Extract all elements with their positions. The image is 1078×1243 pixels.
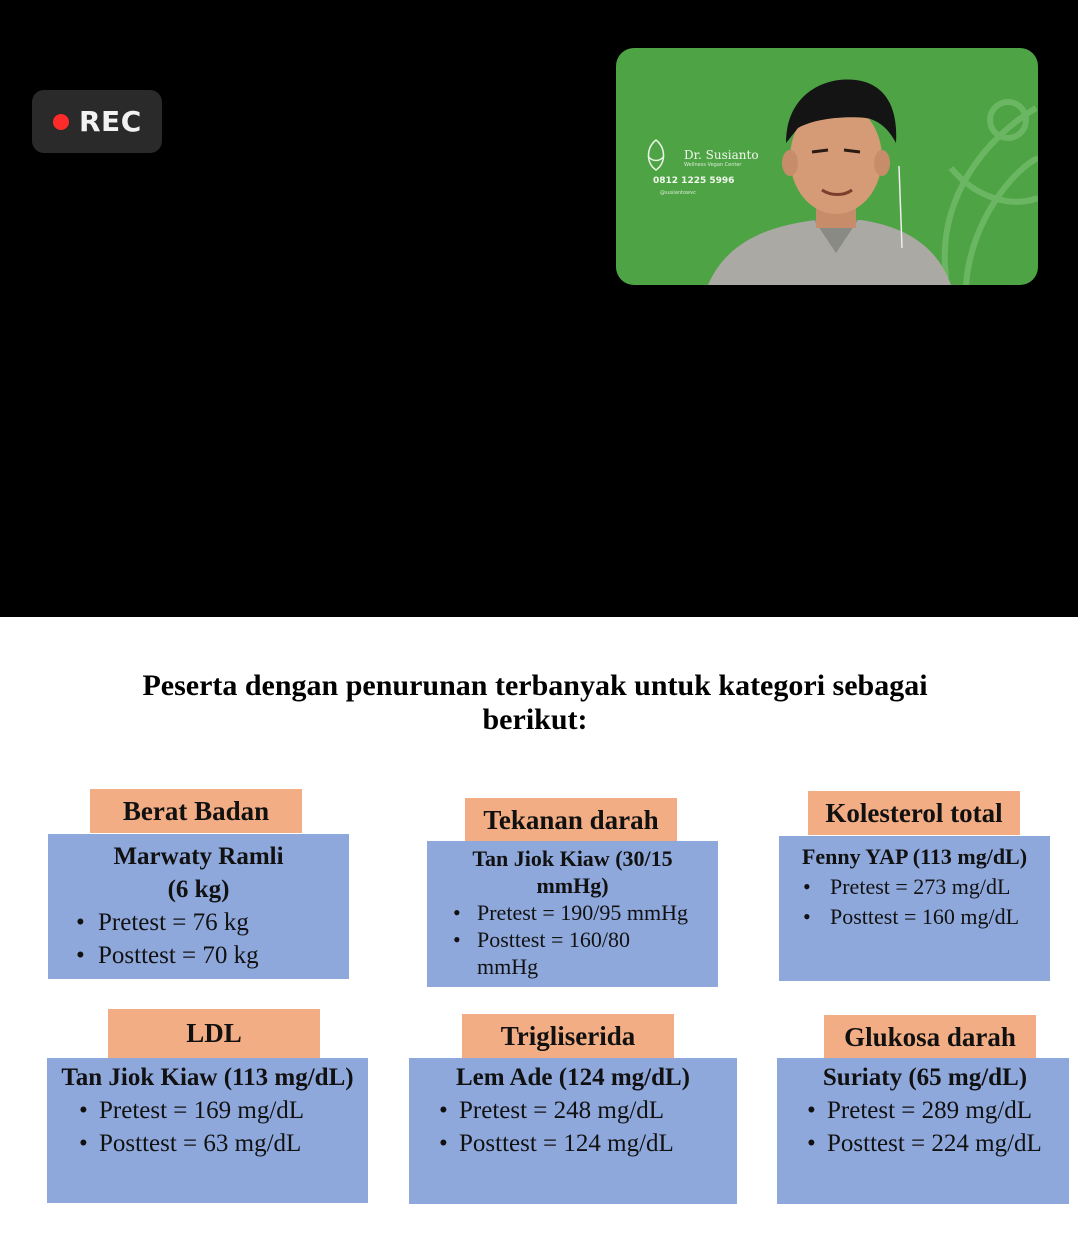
brand-handle: @susiantowvc [660, 190, 696, 196]
record-dot-icon [53, 114, 69, 130]
list-item: • Pretest = 190/95 mmHg [453, 900, 689, 925]
recording-indicator[interactable] [32, 90, 162, 153]
category-card-tekanan-darah [427, 841, 718, 987]
list-item: • Posttest = 124 mg/dL [439, 1130, 674, 1157]
brand-logo [678, 148, 759, 168]
posttest-value: Posttest = 124 mg/dL [459, 1130, 674, 1157]
posttest-value-continued: mmHg [477, 954, 539, 979]
result-list [453, 899, 710, 980]
shared-slide [0, 617, 1078, 1243]
list-item: • Pretest = 76 kg [76, 909, 249, 936]
list-item: • Posttest = 160/80 mmHg [453, 927, 630, 979]
category-tag-ldl: LDL [108, 1009, 320, 1058]
list-item: • Posttest = 224 mg/dL [807, 1130, 1042, 1157]
list-item: • Pretest = 289 mg/dL [807, 1097, 1033, 1124]
participant-name-line-1: Marwaty Ramli [113, 843, 284, 870]
category-card-ldl [47, 1058, 368, 1203]
list-item: • Posttest = 70 kg [76, 942, 259, 969]
category-card-glukosa-darah [777, 1058, 1069, 1204]
result-list [807, 1094, 1065, 1160]
result-list [803, 872, 1044, 932]
category-tag-kolesterol-total: Kolesterol total [808, 791, 1020, 835]
slide-title-line-2: berikut: [482, 703, 588, 736]
category-tag-glukosa-darah: Glukosa darah [824, 1015, 1036, 1059]
participant-name-line-1: Tan Jiok Kiaw (30/15 [472, 846, 673, 871]
pretest-value: Pretest = 76 kg [98, 909, 249, 936]
category-tag-trigliserida: Trigliserida [462, 1014, 674, 1058]
category-card-kolesterol-total [779, 836, 1050, 981]
slide-title-line-1: Peserta dengan penurunan terbanyak untuk kategori sebagai [142, 669, 928, 702]
category-card-trigliserida [409, 1058, 737, 1204]
brand-subtitle: Wellness Vegan Center [684, 162, 742, 168]
participant-name-line-2: mmHg) [536, 873, 609, 898]
posttest-value: Posttest = 224 mg/dL [827, 1130, 1042, 1157]
list-item: • Posttest = 160 mg/dL [803, 904, 1020, 929]
posttest-value: Posttest = 160 mg/dL [830, 904, 1020, 929]
category-tag-tekanan-darah: Tekanan darah [465, 798, 677, 842]
result-list [79, 1094, 360, 1160]
posttest-value: Posttest = 160/80 [477, 927, 630, 952]
posttest-value: Posttest = 70 kg [98, 942, 259, 969]
pretest-value: Pretest = 273 mg/dL [830, 874, 1011, 899]
list-item: • Posttest = 63 mg/dL [79, 1130, 302, 1157]
brand-name: Dr. Susianto [684, 148, 759, 162]
participant-video-tile[interactable] [616, 48, 1038, 285]
brand-phone: 0812 1225 5996 [653, 176, 735, 186]
category-card-berat-badan [48, 834, 349, 979]
posttest-value: Posttest = 63 mg/dL [99, 1130, 302, 1157]
list-item: • Pretest = 273 mg/dL [803, 874, 1011, 899]
slide-title [0, 669, 1070, 737]
category-tag-berat-badan: Berat Badan [90, 789, 302, 833]
participant-name: Fenny YAP (113 mg/dL) [801, 844, 1028, 869]
recording-label: REC [79, 105, 142, 138]
pretest-value: Pretest = 169 mg/dL [99, 1097, 305, 1124]
result-list [76, 906, 339, 972]
list-item: • Pretest = 248 mg/dL [439, 1097, 665, 1124]
participant-name: Tan Jiok Kiaw (113 mg/dL) [61, 1064, 354, 1091]
participant-name: Lem Ade (124 mg/dL) [455, 1064, 691, 1091]
pretest-value: Pretest = 248 mg/dL [459, 1097, 665, 1124]
list-item: • Pretest = 169 mg/dL [79, 1097, 305, 1124]
result-list [439, 1094, 729, 1160]
pretest-value: Pretest = 190/95 mmHg [477, 900, 689, 925]
participant-name-line-2: (6 kg) [167, 876, 230, 903]
pretest-value: Pretest = 289 mg/dL [827, 1097, 1033, 1124]
participant-name: Suriaty (65 mg/dL) [822, 1064, 1028, 1091]
